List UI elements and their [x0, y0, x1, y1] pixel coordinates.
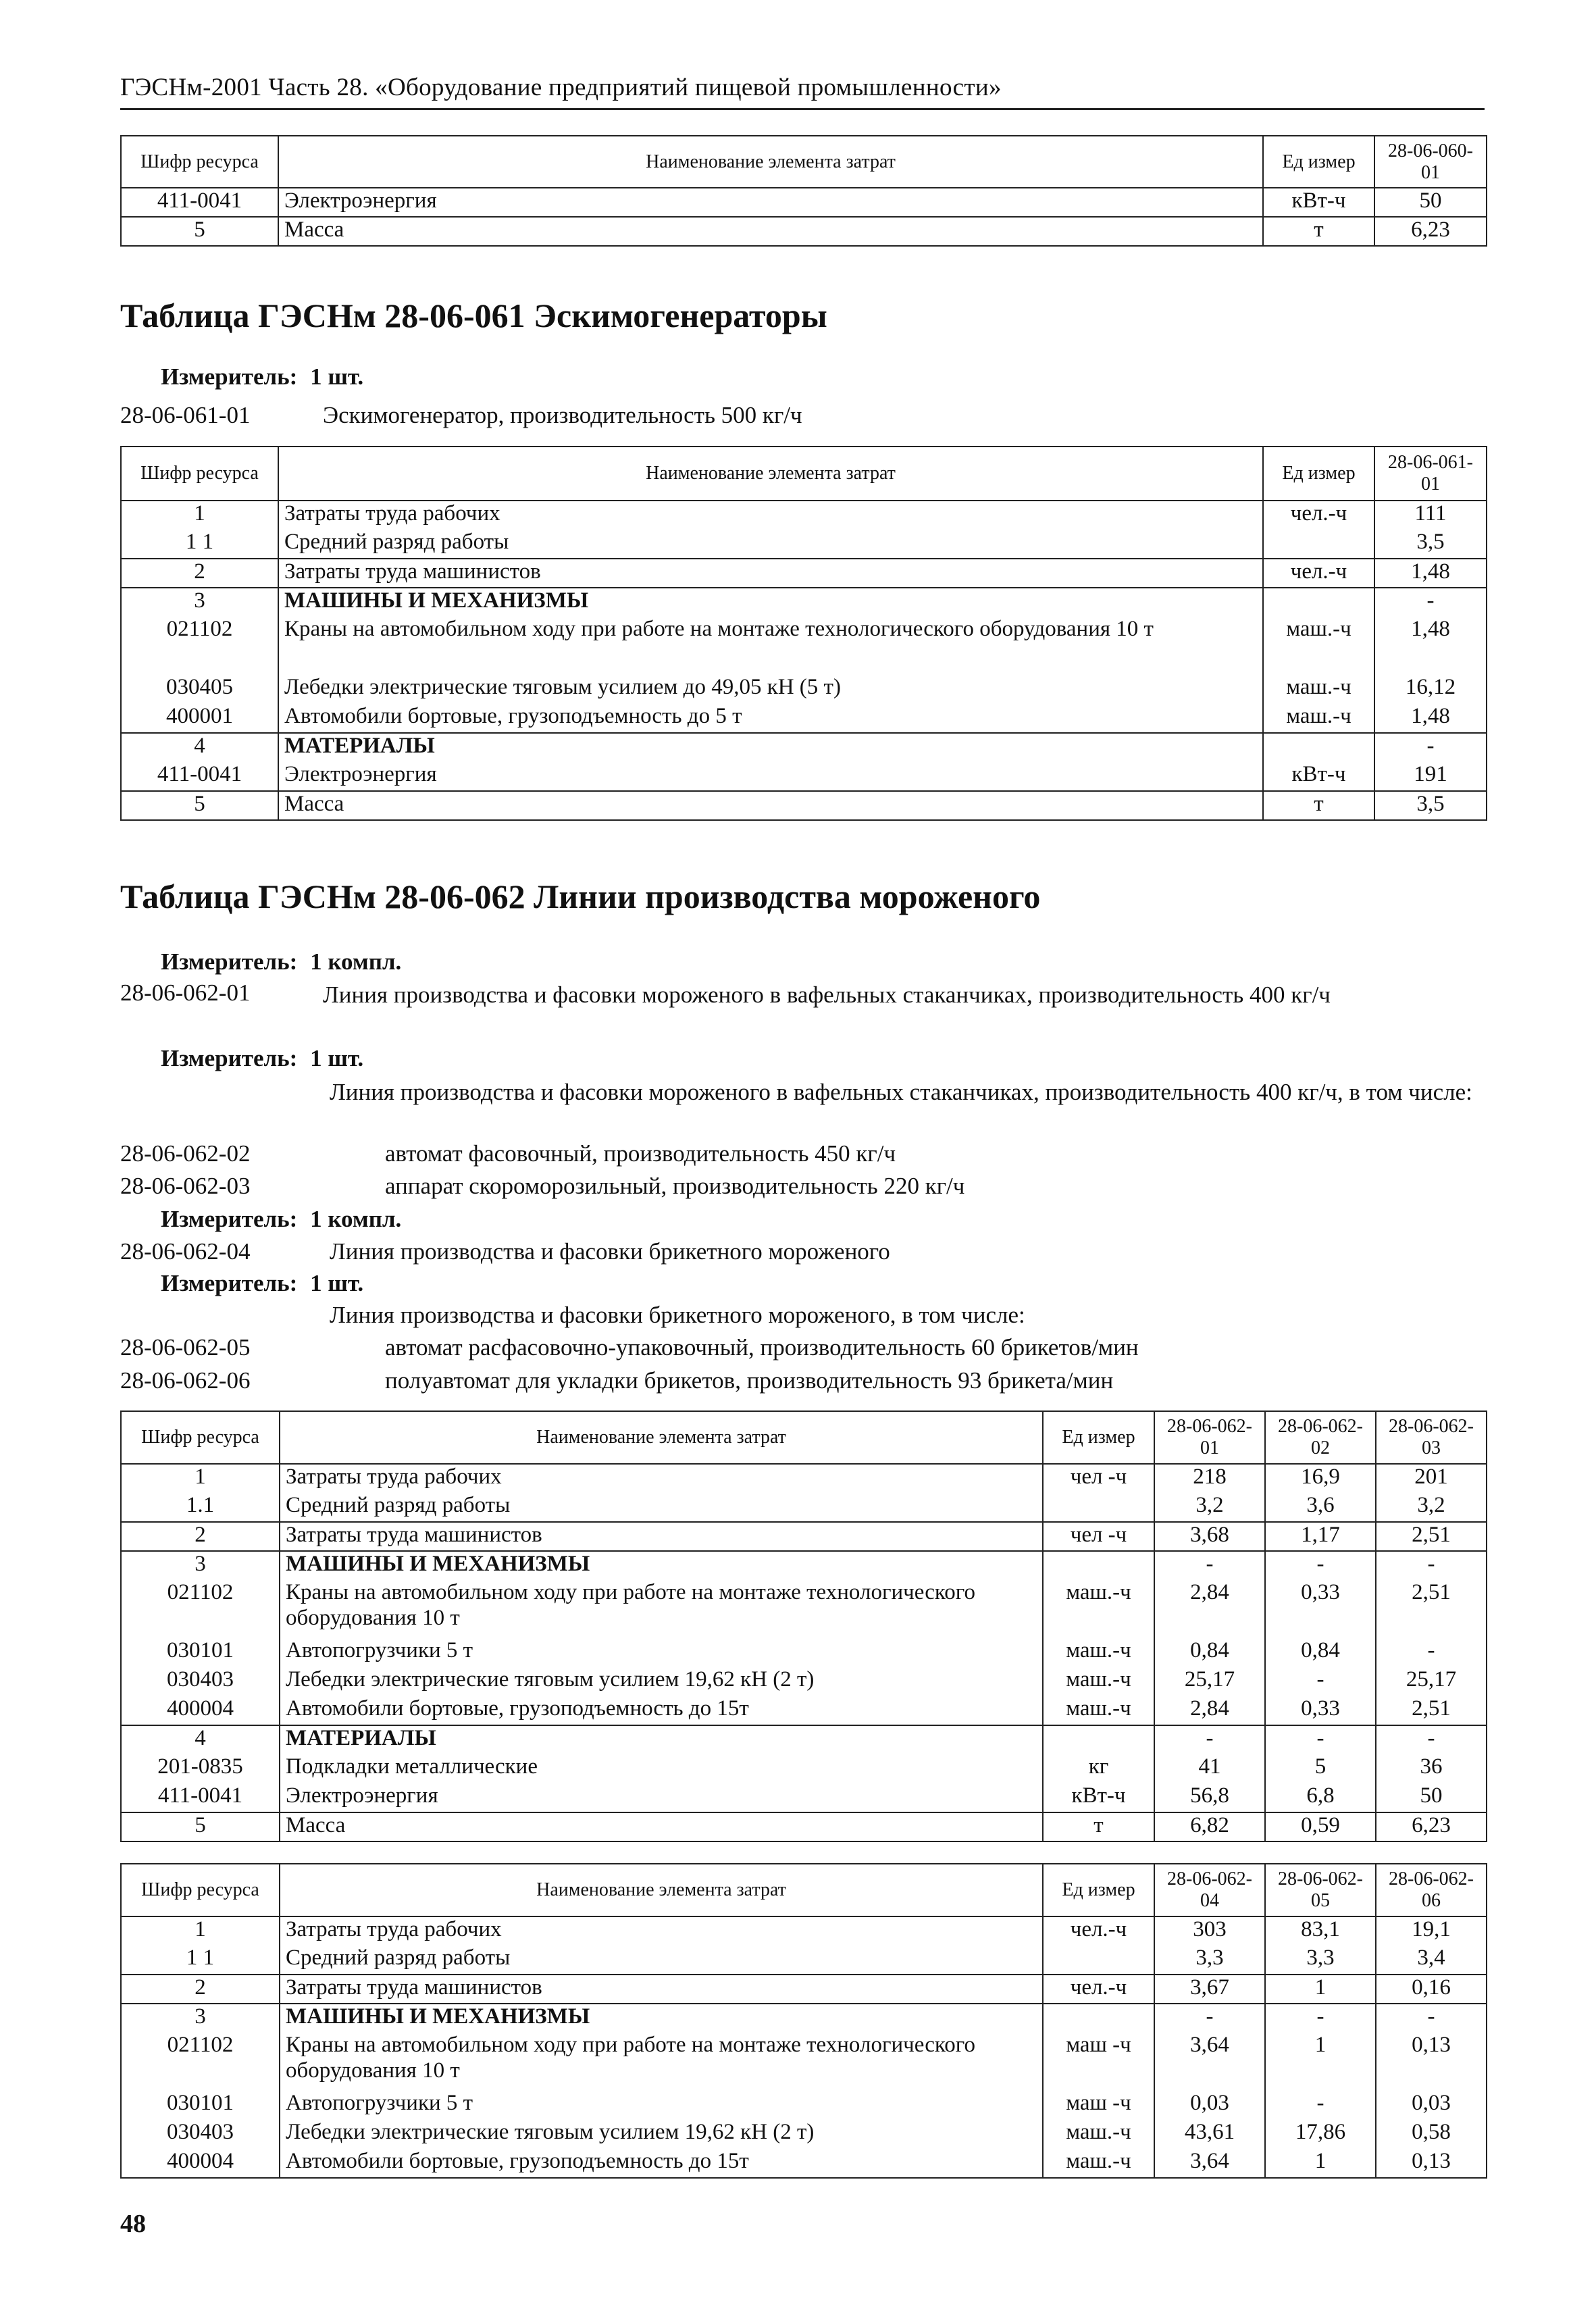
cell-value: 191	[1374, 762, 1487, 791]
item-code: 28-06-062-05	[120, 1334, 251, 1361]
table-row	[121, 1975, 1487, 2004]
cell-unit: т	[1263, 791, 1374, 820]
page-number: 48	[120, 2210, 146, 2238]
col-header-code: Шифр ресурса	[121, 1864, 280, 1916]
table-row	[121, 791, 1487, 820]
item-code: 28-06-062-03	[120, 1173, 251, 1199]
cell-name: Автомобили бортовые, грузоподъемность до 15т	[280, 2149, 1043, 2178]
measure-label: Измеритель:	[161, 363, 298, 390]
cell-value: 3,64	[1154, 2149, 1265, 2178]
cell-unit: маш -ч	[1043, 2091, 1154, 2120]
cell-value: 0,33	[1265, 1696, 1376, 1725]
cell-unit: чел.-ч	[1043, 1916, 1154, 1946]
measure-value: 1 шт.	[310, 1270, 364, 1296]
cell-value: -	[1374, 588, 1487, 617]
cell-code: 1	[121, 1916, 280, 1946]
cell-value: 2,51	[1376, 1522, 1487, 1551]
cell-value: 6,82	[1154, 1812, 1265, 1841]
cell-code: 400004	[121, 2149, 280, 2178]
col-header-value-2: 28-06-062-05	[1265, 1864, 1376, 1916]
table-row	[121, 617, 1487, 675]
table-row	[121, 2091, 1487, 2120]
cell-name: Масса	[278, 791, 1263, 820]
table-row	[121, 1464, 1487, 1493]
cell-value: 2,51	[1376, 1696, 1487, 1725]
cell-code: 5	[121, 217, 278, 246]
header-rule	[120, 108, 1485, 110]
cell-unit: кВт-ч	[1043, 1783, 1154, 1812]
cell-value: 50	[1376, 1783, 1487, 1812]
measure-062-1	[161, 948, 401, 975]
cell-name: Лебедки электрические тяговым усилием 19,62 кН (2 т)	[280, 2120, 1043, 2149]
cell-name: Средний разряд работы	[280, 1493, 1043, 1522]
cell-code: 021102	[121, 2033, 280, 2091]
table-row	[121, 2033, 1487, 2091]
measure-062-4	[161, 1270, 363, 1297]
table-row	[121, 733, 1487, 762]
cell-name: Электроэнергия	[280, 1783, 1043, 1812]
cell-value: -	[1265, 2091, 1376, 2120]
cell-name: Затраты труда рабочих	[278, 501, 1263, 530]
cell-unit: кВт-ч	[1263, 762, 1374, 791]
cell-unit	[1043, 1551, 1154, 1580]
measure-value: 1 шт.	[310, 1045, 364, 1071]
cell-code: 3	[121, 2004, 280, 2033]
cell-code: 030403	[121, 1667, 280, 1696]
cell-value: -	[1376, 1638, 1487, 1667]
cell-value: 1,17	[1265, 1522, 1376, 1551]
table-row	[121, 1580, 1487, 1638]
cell-name: Автомобили бортовые, грузоподъемность до 15т	[280, 1696, 1043, 1725]
cell-code: 030101	[121, 1638, 280, 1667]
measure-label: Измеритель:	[161, 1045, 298, 1071]
cell-value: -	[1376, 2004, 1487, 2033]
cell-value: -	[1154, 2004, 1265, 2033]
cell-name: Затраты труда машинистов	[278, 559, 1263, 588]
cell-unit	[1043, 2004, 1154, 2033]
cell-value: 0,03	[1154, 2091, 1265, 2120]
cell-value: -	[1265, 2004, 1376, 2033]
cell-code: 1.1	[121, 1493, 280, 1522]
cell-name: Затраты труда рабочих	[280, 1916, 1043, 1946]
cell-unit: т	[1263, 217, 1374, 246]
cell-value: 6,8	[1265, 1783, 1376, 1812]
col-header-value: 28-06-060-01	[1374, 136, 1487, 188]
table-row	[121, 2149, 1487, 2178]
table-row	[121, 1493, 1487, 1522]
cell-name: Затраты труда машинистов	[280, 1975, 1043, 2004]
col-header-value-2: 28-06-062-02	[1265, 1411, 1376, 1464]
cell-value: 0,13	[1376, 2149, 1487, 2178]
cell-value: 25,17	[1154, 1667, 1265, 1696]
table-060-tail	[120, 135, 1487, 247]
cell-name: МАШИНЫ И МЕХАНИЗМЫ	[280, 2004, 1043, 2033]
cell-unit: маш.-ч	[1263, 675, 1374, 704]
cell-unit: маш.-ч	[1263, 704, 1374, 733]
group-desc: Линия производства и фасовки брикетного мороженого, в том числе:	[330, 1302, 1025, 1328]
cell-value: 6,23	[1376, 1812, 1487, 1841]
cell-unit	[1263, 733, 1374, 762]
col-header-unit: Ед измер	[1263, 447, 1374, 501]
cell-value: 16,12	[1374, 675, 1487, 704]
cell-value: 1,48	[1374, 704, 1487, 733]
cell-value: 43,61	[1154, 2120, 1265, 2149]
cell-code: 411-0041	[121, 1783, 280, 1812]
cell-unit: маш.-ч	[1043, 1638, 1154, 1667]
item-desc: Линия производства и фасовки мороженого в вафельных стаканчиках, производительность 400 кг/ч	[323, 982, 1331, 1008]
item-desc: автомат фасовочный, производительность 450 кг/ч	[385, 1140, 896, 1167]
cell-unit: маш.-ч	[1043, 2149, 1154, 2178]
cell-name: Краны на автомобильном ходу при работе на монтаже технологического оборудования 10 т	[280, 2033, 1043, 2091]
cell-value: 6,23	[1374, 217, 1487, 246]
table-row	[121, 1783, 1487, 1812]
table-row	[121, 1696, 1487, 1725]
cell-name: Масса	[280, 1812, 1043, 1841]
cell-value: 56,8	[1154, 1783, 1265, 1812]
cell-unit: чел -ч	[1043, 1522, 1154, 1551]
cell-code: 4	[121, 733, 278, 762]
cell-code: 400001	[121, 704, 278, 733]
cell-value: 36	[1376, 1754, 1487, 1783]
cell-value: -	[1265, 1725, 1376, 1754]
cell-code: 021102	[121, 1580, 280, 1638]
table-061	[120, 446, 1487, 821]
cell-name: Средний разряд работы	[278, 530, 1263, 559]
cell-value: 3,68	[1154, 1522, 1265, 1551]
table-row	[121, 1522, 1487, 1551]
cell-value: 25,17	[1376, 1667, 1487, 1696]
cell-code: 2	[121, 1522, 280, 1551]
col-header-unit: Ед измер	[1043, 1411, 1154, 1464]
col-header-value-1: 28-06-062-04	[1154, 1864, 1265, 1916]
cell-value: 2,84	[1154, 1580, 1265, 1638]
group-desc: Линия производства и фасовки мороженого в вафельных стаканчиках, производительность 400 кг/ч, в том числе:	[330, 1079, 1472, 1105]
cell-code: 2	[121, 1975, 280, 2004]
cell-value: -	[1265, 1551, 1376, 1580]
cell-value: 17,86	[1265, 2120, 1376, 2149]
cell-value: 0,84	[1154, 1638, 1265, 1667]
cell-value: 2,84	[1154, 1696, 1265, 1725]
cell-code: 1	[121, 1464, 280, 1493]
cell-unit: маш.-ч	[1263, 617, 1374, 675]
section-title-062: Таблица ГЭСНм 28-06-062 Линии производства мороженого	[120, 878, 1041, 915]
table-row	[121, 1725, 1487, 1754]
cell-unit: чел -ч	[1043, 1464, 1154, 1493]
col-header-code: Шифр ресурса	[121, 1411, 280, 1464]
col-header-name: Наименование элемента затрат	[280, 1864, 1043, 1916]
cell-code: 030405	[121, 675, 278, 704]
measure-label: Измеритель:	[161, 1206, 298, 1232]
cell-code: 1 1	[121, 1946, 280, 1975]
cell-unit	[1263, 588, 1374, 617]
cell-value: 3,64	[1154, 2033, 1265, 2091]
cell-value: 0,33	[1265, 1580, 1376, 1638]
measure-value: 1 компл.	[310, 1206, 402, 1232]
cell-value: 1	[1265, 2033, 1376, 2091]
table-row	[121, 1946, 1487, 1975]
cell-value: 1,48	[1374, 559, 1487, 588]
col-header-code: Шифр ресурса	[121, 136, 278, 188]
cell-name: Затраты труда рабочих	[280, 1464, 1043, 1493]
cell-code: 411-0041	[121, 762, 278, 791]
cell-name: Краны на автомобильном ходу при работе на монтаже технологического оборудования 10 т	[280, 1580, 1043, 1638]
cell-name: Масса	[278, 217, 1263, 246]
cell-value: 83,1	[1265, 1916, 1376, 1946]
cell-value: 0,03	[1376, 2091, 1487, 2120]
cell-value: 111	[1374, 501, 1487, 530]
cell-value: 3,4	[1376, 1946, 1487, 1975]
cell-value: 19,1	[1376, 1916, 1487, 1946]
cell-name: Краны на автомобильном ходу при работе на монтаже технологического оборудования 10 т	[278, 617, 1263, 675]
cell-unit: маш.-ч	[1043, 1696, 1154, 1725]
cell-value: 3,5	[1374, 530, 1487, 559]
cell-value: 0,16	[1376, 1975, 1487, 2004]
cell-name: Электроэнергия	[278, 762, 1263, 791]
measure-062-2	[161, 1045, 363, 1072]
col-header-unit: Ед измер	[1263, 136, 1374, 188]
cell-unit: т	[1043, 1812, 1154, 1841]
cell-name: МАШИНЫ И МЕХАНИЗМЫ	[278, 588, 1263, 617]
cell-code: 3	[121, 588, 278, 617]
cell-value: -	[1265, 1667, 1376, 1696]
cell-code: 3	[121, 1551, 280, 1580]
cell-value: 41	[1154, 1754, 1265, 1783]
cell-value: 1	[1265, 1975, 1376, 2004]
cell-unit: маш.-ч	[1043, 1580, 1154, 1638]
cell-name: МАТЕРИАЛЫ	[278, 733, 1263, 762]
cell-unit: маш.-ч	[1043, 2120, 1154, 2149]
item-desc: аппарат скороморозильный, производительность 220 кг/ч	[385, 1173, 965, 1199]
col-header-value-1: 28-06-062-01	[1154, 1411, 1265, 1464]
table-row	[121, 2120, 1487, 2149]
item-code: 28-06-062-02	[120, 1140, 251, 1167]
cell-name: Электроэнергия	[278, 188, 1263, 217]
cell-value: 0,59	[1265, 1812, 1376, 1841]
cell-value: 3,3	[1154, 1946, 1265, 1975]
cell-unit	[1043, 1493, 1154, 1522]
cell-value: 3,3	[1265, 1946, 1376, 1975]
col-header-name: Наименование элемента затрат	[278, 136, 1263, 188]
table-row	[121, 559, 1487, 588]
cell-value: 3,5	[1374, 791, 1487, 820]
col-header-code: Шифр ресурса	[121, 447, 278, 501]
cell-unit: чел.-ч	[1043, 1975, 1154, 2004]
cell-value: 303	[1154, 1916, 1265, 1946]
cell-code: 5	[121, 1812, 280, 1841]
cell-value: -	[1376, 1725, 1487, 1754]
cell-value: -	[1376, 1551, 1487, 1580]
col-header-name: Наименование элемента затрат	[278, 447, 1263, 501]
cell-name: Средний разряд работы	[280, 1946, 1043, 1975]
cell-value: 50	[1374, 188, 1487, 217]
cell-code: 411-0041	[121, 188, 278, 217]
cell-code: 5	[121, 791, 278, 820]
cell-name: Лебедки электрические тяговым усилием до 49,05 кН (5 т)	[278, 675, 1263, 704]
cell-code: 021102	[121, 617, 278, 675]
cell-name: МАШИНЫ И МЕХАНИЗМЫ	[280, 1551, 1043, 1580]
cell-value: 0,13	[1376, 2033, 1487, 2091]
table-row	[121, 704, 1487, 733]
cell-code: 030101	[121, 2091, 280, 2120]
cell-value: 3,6	[1265, 1493, 1376, 1522]
cell-unit: кг	[1043, 1754, 1154, 1783]
cell-value: 201	[1376, 1464, 1487, 1493]
measure-label: Измеритель:	[161, 948, 298, 975]
item-code: 28-06-062-04	[120, 1238, 251, 1265]
cell-code: 1 1	[121, 530, 278, 559]
item-desc: Линия производства и фасовки брикетного мороженого	[330, 1238, 890, 1265]
table-row	[121, 501, 1487, 530]
item-desc: полуавтомат для укладки брикетов, производительность 93 брикета/мин	[385, 1367, 1114, 1394]
col-header-value-3: 28-06-062-06	[1376, 1864, 1487, 1916]
measure-061	[161, 363, 363, 390]
table-row	[121, 1667, 1487, 1696]
cell-name: Лебедки электрические тяговым усилием 19,62 кН (2 т)	[280, 1667, 1043, 1696]
cell-code: 4	[121, 1725, 280, 1754]
cell-value: 3,2	[1154, 1493, 1265, 1522]
cell-unit	[1043, 1946, 1154, 1975]
measure-value: 1 шт.	[310, 363, 364, 390]
cell-unit: чел.-ч	[1263, 559, 1374, 588]
cell-value: 1,48	[1374, 617, 1487, 675]
table-row	[121, 1812, 1487, 1841]
table-row	[121, 1916, 1487, 1946]
measure-label: Измеритель:	[161, 1270, 298, 1296]
cell-unit: кВт-ч	[1263, 188, 1374, 217]
cell-value: 16,9	[1265, 1464, 1376, 1493]
table-row	[121, 188, 1487, 217]
cell-value: 2,51	[1376, 1580, 1487, 1638]
cell-value: -	[1154, 1725, 1265, 1754]
cell-name: Автомобили бортовые, грузоподъемность до 5 т	[278, 704, 1263, 733]
table-row	[121, 1754, 1487, 1783]
cell-value: 3,2	[1376, 1493, 1487, 1522]
table-row	[121, 762, 1487, 791]
page-header: ГЭСНм-2001 Часть 28. «Оборудование предприятий пищевой промышленности»	[120, 74, 1002, 101]
col-header-value: 28-06-061-01	[1374, 447, 1487, 501]
cell-value: 218	[1154, 1464, 1265, 1493]
col-header-unit: Ед измер	[1043, 1864, 1154, 1916]
cell-value: -	[1154, 1551, 1265, 1580]
measure-value: 1 компл.	[310, 948, 402, 975]
item-desc: автомат расфасовочно-упаковочный, производительность 60 брикетов/мин	[385, 1334, 1139, 1361]
cell-name: Автопогрузчики 5 т	[280, 2091, 1043, 2120]
table-row	[121, 530, 1487, 559]
cell-name: Затраты труда машинистов	[280, 1522, 1043, 1551]
cell-value: 3,67	[1154, 1975, 1265, 2004]
table-row	[121, 1638, 1487, 1667]
cell-name: Автопогрузчики 5 т	[280, 1638, 1043, 1667]
measure-062-3	[161, 1206, 401, 1233]
table-row	[121, 588, 1487, 617]
cell-value: -	[1374, 733, 1487, 762]
item-code: 28-06-061-01	[120, 402, 251, 428]
col-header-name: Наименование элемента затрат	[280, 1411, 1043, 1464]
cell-code: 1	[121, 501, 278, 530]
item-code: 28-06-062-06	[120, 1367, 251, 1394]
table-row	[121, 675, 1487, 704]
item-desc: Эскимогенератор, производительность 500 кг/ч	[323, 402, 802, 428]
cell-code: 201-0835	[121, 1754, 280, 1783]
cell-unit: чел.-ч	[1263, 501, 1374, 530]
cell-unit	[1043, 1725, 1154, 1754]
cell-unit: маш.-ч	[1043, 1667, 1154, 1696]
table-row	[121, 2004, 1487, 2033]
table-062-a	[120, 1410, 1487, 1842]
cell-unit	[1263, 530, 1374, 559]
cell-value: 1	[1265, 2149, 1376, 2178]
cell-value: 0,58	[1376, 2120, 1487, 2149]
item-code: 28-06-062-01	[120, 980, 251, 1006]
cell-code: 030403	[121, 2120, 280, 2149]
cell-value: 5	[1265, 1754, 1376, 1783]
cell-code: 2	[121, 559, 278, 588]
table-row	[121, 1551, 1487, 1580]
cell-name: МАТЕРИАЛЫ	[280, 1725, 1043, 1754]
table-row	[121, 217, 1487, 246]
cell-code: 400004	[121, 1696, 280, 1725]
section-title-061: Таблица ГЭСНм 28-06-061 Эскимогенераторы	[120, 297, 827, 334]
col-header-value-3: 28-06-062-03	[1376, 1411, 1487, 1464]
table-062-b	[120, 1863, 1487, 2179]
cell-unit: маш -ч	[1043, 2033, 1154, 2091]
cell-value: 0,84	[1265, 1638, 1376, 1667]
cell-name: Подкладки металлические	[280, 1754, 1043, 1783]
